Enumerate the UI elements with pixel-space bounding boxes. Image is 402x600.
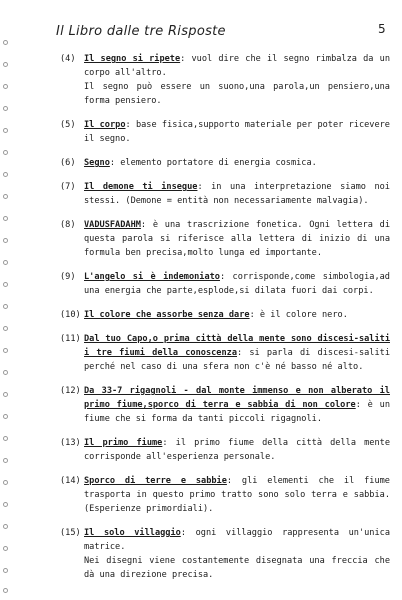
page-title: Il Libro dalle tre Risposte (56, 24, 226, 39)
entry-body (84, 436, 390, 464)
binding-hole (3, 238, 8, 243)
entry-term: Da 33-7 rigagnoli - dal monte immenso e non alberato il primo fiume,sporco di terra e sabbia di non colore (84, 386, 390, 410)
entry-body (84, 384, 390, 426)
entry-extra: Il segno può essere un suono,una parola,un pensiero,una forma pensiero. (84, 82, 390, 106)
binding-hole (3, 348, 8, 353)
binding-hole (3, 436, 8, 441)
entry-term: Sporco di terre e sabbie (84, 476, 227, 486)
binding-hole (3, 282, 8, 287)
entry-term: Il segno si ripete (84, 54, 181, 64)
entry-number: (4) (60, 54, 76, 64)
glossary-entry (60, 526, 390, 582)
entry-term: Il colore che assorbe senza dare (84, 310, 250, 320)
binding-hole (3, 128, 8, 133)
entry-body (84, 118, 390, 146)
binding-hole (3, 524, 8, 529)
entry-text: : è una trascrizione fonetica. Ogni lettera di questa parola si riferisce alla lettera di inizio di una formula ben precisa,molto lunga ed importante. (84, 220, 390, 258)
binding-hole (3, 392, 8, 397)
glossary-entry (60, 474, 390, 516)
entry-body (84, 332, 390, 374)
binding-hole (3, 194, 8, 199)
entry-text: : gli elementi che il fiume trasporta in questo primo tratto sono solo terra e sabbia. (Esperienze primordiali). (84, 476, 390, 514)
entry-body (84, 180, 390, 208)
entry-text: : è il colore nero. (249, 310, 348, 320)
entry-number: (6) (60, 158, 76, 168)
glossary-entry (60, 436, 390, 464)
entry-text: : in una interpretazione siamo noi stessi. (Demone = entità non necessariamente malvagia). (84, 182, 390, 206)
entry-number: (9) (60, 272, 76, 282)
binding-hole (3, 260, 8, 265)
entry-text: : è un fiume che si forma da tanti piccoli rigagnoli. (84, 400, 390, 424)
entry-term: VADUSFADAHM (84, 220, 141, 230)
entry-number: (7) (60, 182, 76, 192)
entry-term: Il demone ti insegue (84, 182, 198, 192)
glossary-entry (60, 218, 390, 260)
binding-hole (3, 172, 8, 177)
entry-number: (5) (60, 120, 76, 130)
binding-hole (3, 62, 8, 67)
entry-number: (8) (60, 220, 76, 230)
glossary-entry (60, 156, 390, 170)
entry-text: : base fisica,supporto materiale per poter ricevere il segno. (84, 120, 390, 144)
binding-hole (3, 458, 8, 463)
entry-text: : corrisponde,come simbologia,ad una energia che parte,esplode,si dilata fuori dai corpi. (84, 272, 390, 296)
binding-hole (3, 588, 8, 593)
entry-number: (13) (60, 438, 81, 448)
entry-number: (14) (60, 476, 81, 486)
binding-hole (3, 546, 8, 551)
entry-body (84, 52, 390, 108)
entry-term: Il corpo (84, 120, 126, 130)
binding-hole (3, 480, 8, 485)
entry-term: Segno (84, 158, 110, 168)
binding-hole (3, 40, 8, 45)
entry-number: (12) (60, 386, 81, 396)
binding-hole (3, 304, 8, 309)
entry-text: : elemento portatore di energia cosmica. (109, 158, 317, 168)
glossary-entry (60, 332, 390, 374)
binding-hole (3, 326, 8, 331)
entry-body (84, 156, 390, 170)
entry-term: Dal tuo Capo,o prima città della mente sono discesi-saliti i tre fiumi della conoscenza (84, 334, 390, 358)
binding-holes (3, 0, 13, 600)
binding-hole (3, 216, 8, 221)
entry-term: L'angelo si è indemoniato (84, 272, 220, 282)
entry-body (84, 526, 390, 582)
glossary-entry (60, 118, 390, 146)
entry-body (84, 308, 390, 322)
entry-text: : ogni villaggio rappresenta un'unica matrice. (84, 528, 390, 552)
glossary-entry (60, 270, 390, 298)
entry-number: (15) (60, 528, 81, 538)
binding-hole (3, 568, 8, 573)
glossary-entry (60, 52, 390, 108)
entry-number: (10) (60, 310, 81, 320)
entry-body (84, 270, 390, 298)
glossary-entry (60, 180, 390, 208)
binding-hole (3, 414, 8, 419)
entry-text: : si parla di discesi-saliti perché nel caso di una sfera non c'è né basso né alto. (84, 348, 390, 372)
entry-body (84, 474, 390, 516)
entry-extra: Nei disegni viene costantemente disegnata una freccia che dà una direzione precisa. (84, 556, 390, 580)
binding-hole (3, 106, 8, 111)
glossary-list (60, 52, 390, 592)
glossary-entry (60, 384, 390, 426)
binding-hole (3, 370, 8, 375)
entry-body (84, 218, 390, 260)
glossary-entry (60, 308, 390, 322)
page-number: 5 (378, 22, 386, 36)
entry-term: Il primo fiume (84, 438, 163, 448)
entry-text: : il primo fiume della città della mente corrisponde all'esperienza personale. (84, 438, 390, 462)
binding-hole (3, 84, 8, 89)
entry-text: : vuol dire che il segno rimbalza da un corpo all'altro. (84, 54, 390, 78)
entry-term: Il solo villaggio (84, 528, 181, 538)
binding-hole (3, 502, 8, 507)
binding-hole (3, 150, 8, 155)
entry-number: (11) (60, 334, 81, 344)
